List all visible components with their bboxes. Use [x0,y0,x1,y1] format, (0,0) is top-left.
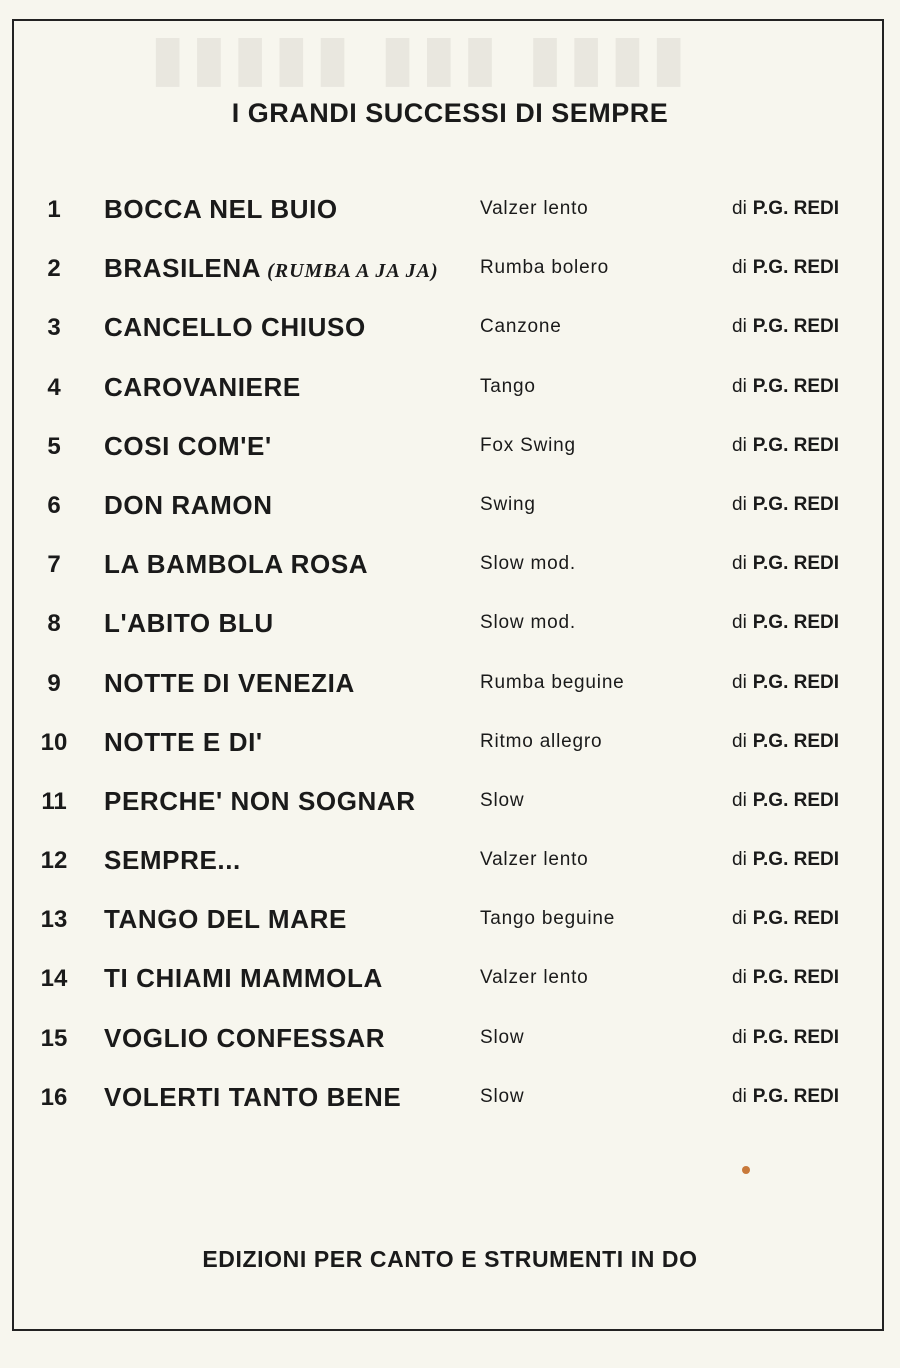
song-credit [732,672,839,694]
composer-name: P.G. REDI [752,198,840,219]
composer-name: P.G. REDI [752,1026,840,1048]
song-genre: Canzone [480,316,562,338]
song-number: 12 [40,847,68,875]
song-number: 4 [47,373,61,401]
song-number: 2 [47,255,61,283]
song-title [104,372,301,403]
credit-prefix: di [732,1085,747,1107]
song-credit [732,198,839,220]
composer-name: P.G. REDI [752,908,840,930]
song-row [0,476,900,535]
song-title [104,904,347,935]
song-number: 3 [47,314,61,342]
song-title [104,1023,385,1054]
song-credit [732,376,839,398]
song-genre: Slow [480,789,525,811]
credit-prefix: di [732,789,747,811]
song-title [104,786,416,817]
song-genre: Tango [480,375,536,397]
composer-name: P.G. REDI [752,375,840,397]
song-genre: Valzer lento [480,198,589,219]
song-row [0,654,900,713]
song-genre: Rumba bolero [480,257,609,279]
song-title [104,845,241,876]
composer-name: P.G. REDI [752,316,840,338]
song-genre: Slow mod. [480,612,576,634]
song-number: 13 [40,906,68,934]
song-credit [732,731,839,753]
song-title-text: LA BAMBOLA ROSA [104,549,369,580]
credit-prefix: di [732,908,747,930]
song-title [104,431,272,462]
composer-name: P.G. REDI [752,967,840,989]
song-number: 8 [47,610,61,638]
composer-name: P.G. REDI [752,612,840,634]
song-row [0,949,900,1008]
composer-name: P.G. REDI [752,730,840,752]
song-title [104,194,338,225]
song-credit [732,435,839,457]
song-title [104,549,368,580]
composer-name: P.G. REDI [752,434,840,456]
song-title-text: VOLERTI TANTO BENE [104,1081,402,1112]
song-credit [732,908,839,930]
song-genre: Slow mod. [480,553,576,575]
song-credit [732,849,839,871]
song-title-text: NOTTE DI VENEZIA [104,667,355,698]
song-credit [732,1027,839,1049]
song-row [0,713,900,772]
song-row [0,239,900,298]
song-list [0,180,900,1127]
song-row [0,358,900,417]
song-title-text: CAROVANIERE [104,371,301,402]
credit-prefix: di [732,493,747,515]
song-number: 6 [47,491,61,519]
page-title: I GRANDI SUCCESSI DI SEMPRE [231,98,669,128]
song-number: 5 [47,432,61,460]
song-title [104,253,439,284]
song-row [0,1009,900,1068]
song-number: 10 [40,728,68,756]
song-row [0,180,900,239]
song-title [104,490,273,521]
credit-prefix: di [732,849,747,871]
song-title-text: DON RAMON [104,489,273,520]
credit-prefix: di [732,316,747,338]
song-title-text: BOCCA NEL BUIO [104,194,338,224]
song-row [0,594,900,653]
song-number: 16 [40,1083,68,1111]
credit-prefix: di [732,257,747,279]
song-title [104,963,383,994]
song-credit [732,967,839,989]
song-credit [732,494,839,516]
song-title-text: TANGO DEL MARE [104,904,347,935]
song-number: 7 [47,551,61,579]
song-title-text: COSI COM'E' [104,430,272,461]
song-title [104,608,274,639]
credit-prefix: di [732,612,747,634]
song-genre: Valzer lento [480,967,589,989]
composer-name: P.G. REDI [752,1085,840,1107]
song-credit [732,257,839,279]
credit-prefix: di [732,434,747,456]
song-row [0,298,900,357]
credit-prefix: di [732,375,747,397]
credit-prefix: di [732,1026,747,1048]
song-genre: Rumba beguine [480,671,625,693]
edition-note: EDIZIONI PER CANTO E STRUMENTI IN DO [202,1246,698,1272]
song-title-text: NOTTE E DI' [104,726,263,757]
song-title-text: L'ABITO BLU [104,608,274,639]
song-genre: Fox Swing [480,434,576,456]
song-number: 1 [47,196,61,223]
composer-name: P.G. REDI [752,671,840,693]
credit-prefix: di [732,730,747,752]
song-row [0,417,900,476]
song-credit [732,316,839,338]
composer-name: P.G. REDI [752,789,840,811]
song-row [0,535,900,594]
ink-spot [742,1166,750,1174]
song-title [104,727,263,758]
credit-prefix: di [732,553,747,575]
song-title [104,1082,401,1113]
composer-name: P.G. REDI [752,493,840,515]
credit-prefix: di [732,967,747,989]
song-number: 15 [40,1024,68,1052]
song-row [0,1068,900,1127]
song-credit [732,553,839,575]
song-number: 9 [47,669,61,697]
song-credit [732,612,839,634]
song-title-text: SEMPRE... [104,845,241,876]
song-genre: Slow [480,1085,525,1107]
song-number: 11 [41,787,67,815]
song-title [104,668,355,699]
song-title-text: PERCHE' NON SOGNAR [104,785,416,816]
song-row [0,890,900,949]
song-row [0,772,900,831]
song-title-text: VOGLIO CONFESSAR [104,1022,386,1053]
song-genre: Slow [480,1026,525,1048]
song-number: 14 [40,965,68,993]
song-genre: Swing [480,493,536,515]
song-title-text: BRASILENA [104,253,262,284]
song-genre: Ritmo allegro [480,730,603,752]
song-subtitle: (RUMBA A JA JA) [267,260,439,283]
song-credit [732,790,839,812]
show-through-background: ▮▮▮▮▮ ▮▮▮ ▮▮▮▮ [150,21,693,93]
song-title-text: TI CHIAMI MAMMOLA [104,963,383,994]
composer-name: P.G. REDI [752,257,840,279]
song-row [0,831,900,890]
composer-name: P.G. REDI [752,849,840,871]
credit-prefix: di [732,671,747,693]
song-genre: Valzer lento [480,849,589,871]
song-genre: Tango beguine [480,908,616,930]
song-credit [732,1086,839,1108]
song-title-text: CANCELLO CHIUSO [104,312,366,343]
composer-name: P.G. REDI [752,553,840,575]
credit-prefix: di [732,198,747,219]
song-title [104,312,366,343]
